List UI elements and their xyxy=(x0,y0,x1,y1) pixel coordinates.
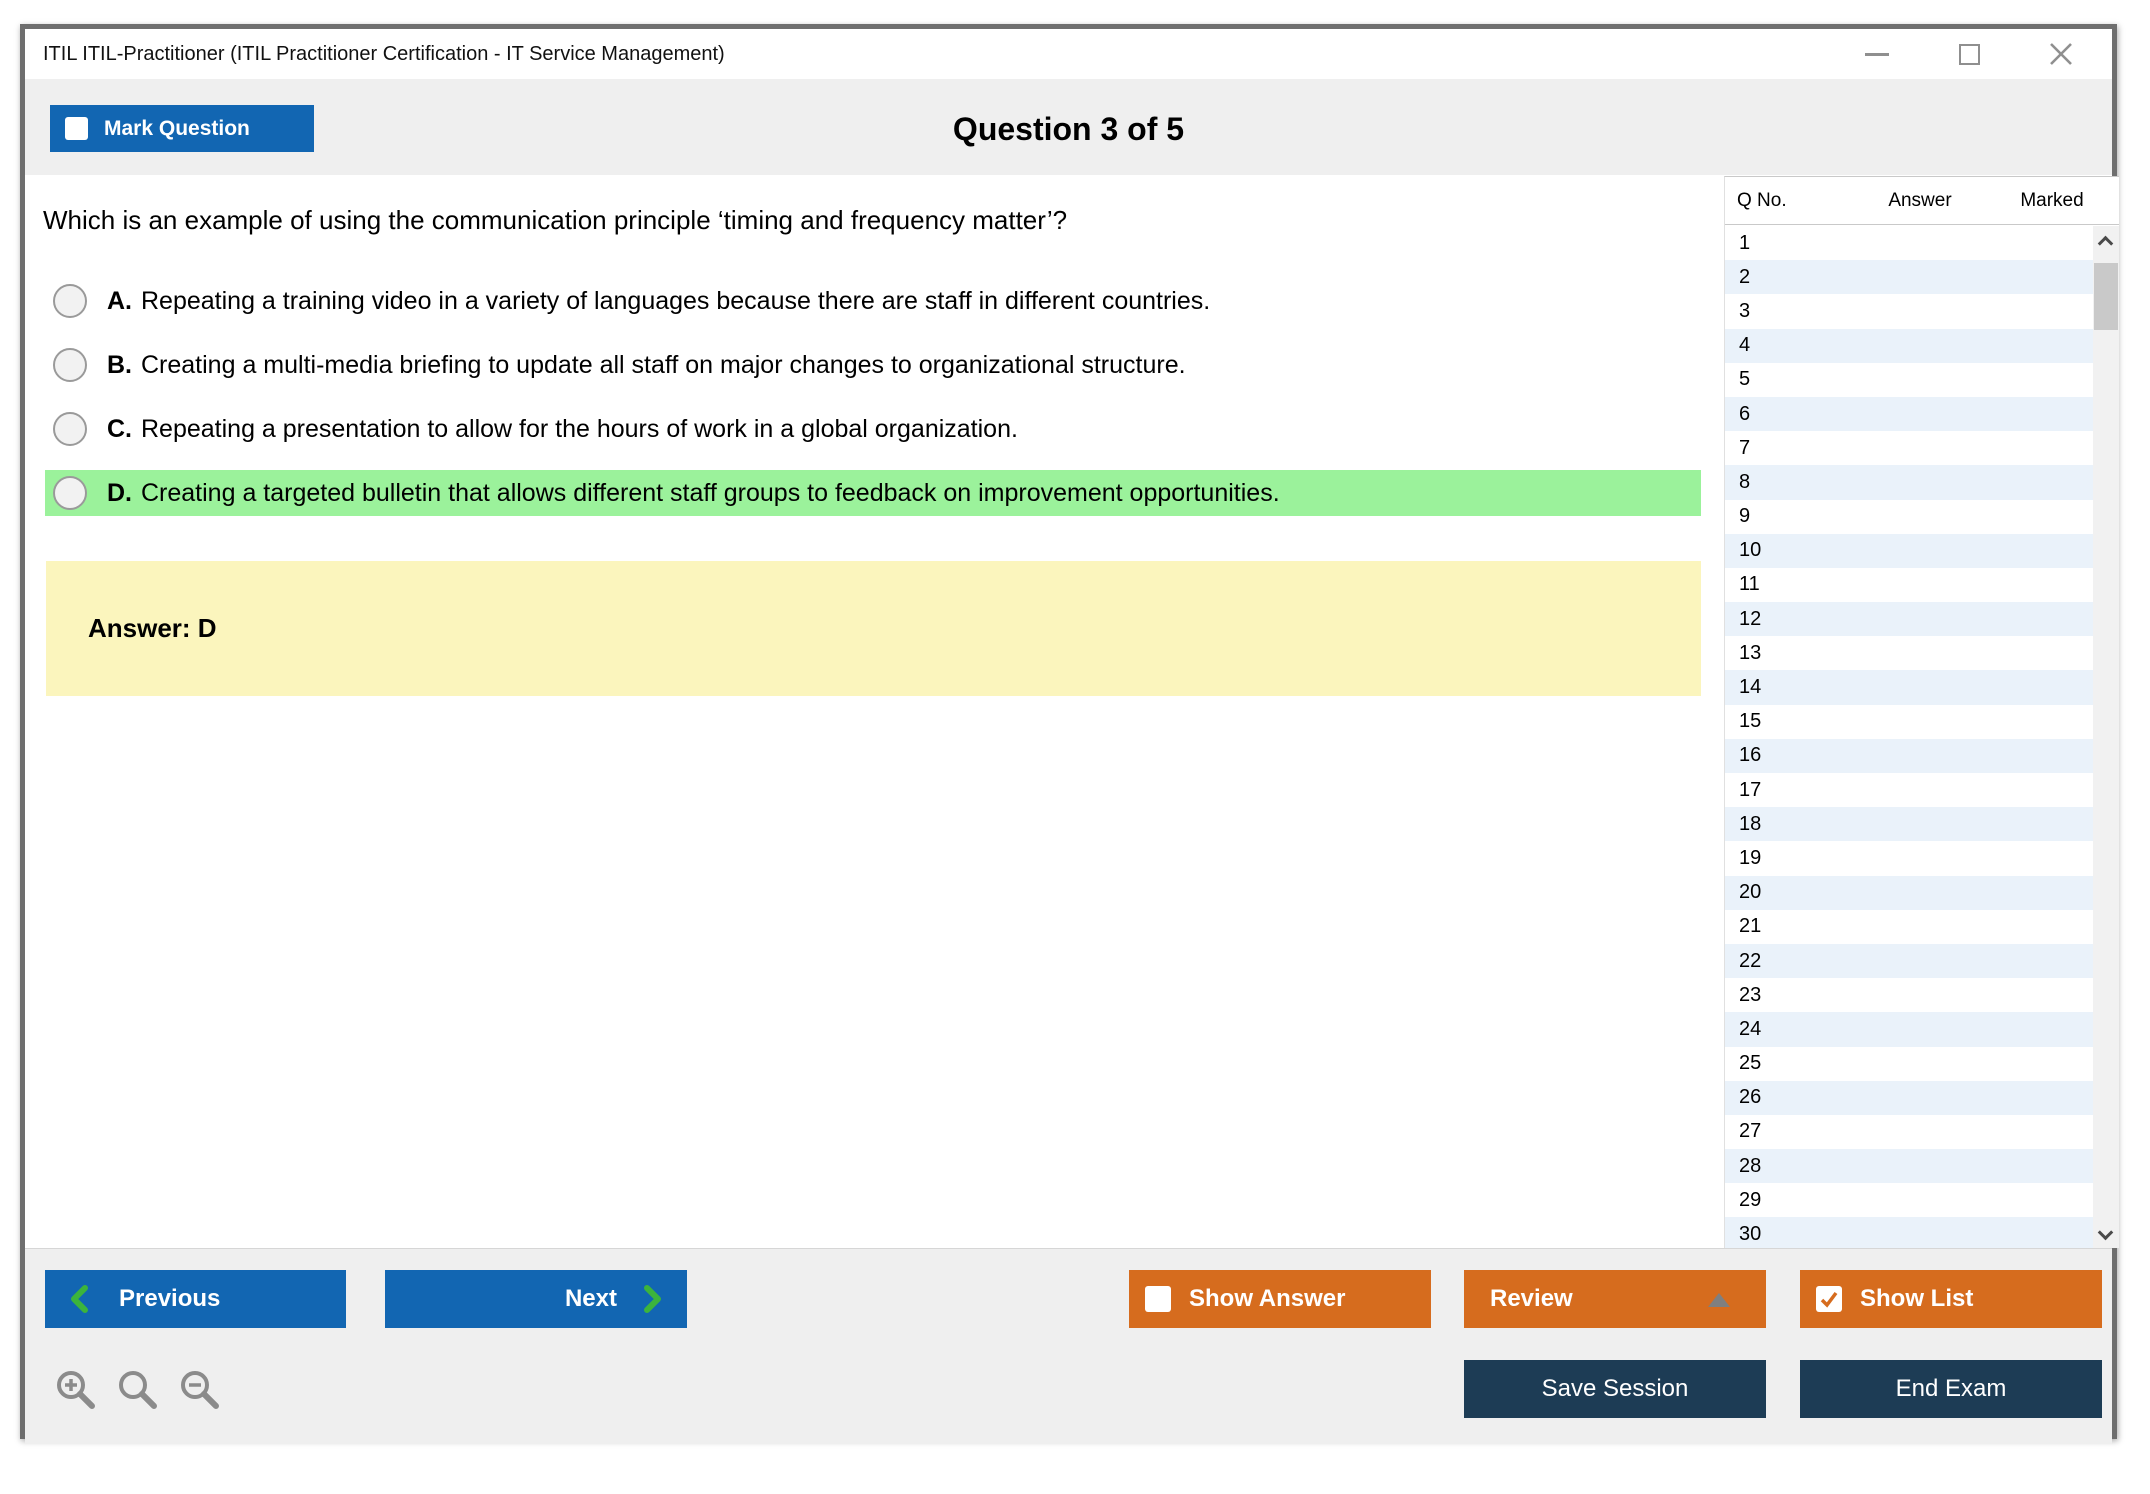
window-controls xyxy=(1860,29,2078,79)
options-list xyxy=(45,278,1701,534)
question-list-row[interactable] xyxy=(1725,807,2093,841)
show-answer-checkbox[interactable] xyxy=(1145,1286,1171,1312)
row-qno: 23 xyxy=(1739,983,1762,1006)
question-list-row[interactable] xyxy=(1725,910,2093,944)
option-text: Repeating a training video in a variety of languages because there are staff in different countries. xyxy=(141,286,1211,315)
chevron-right-icon xyxy=(643,1284,663,1314)
answer-option[interactable] xyxy=(45,406,1701,452)
mark-question-label: Mark Question xyxy=(104,116,250,140)
question-list-row[interactable] xyxy=(1725,568,2093,602)
window-title: ITIL ITIL-Practitioner (ITIL Practitioner Certification - IT Service Management) xyxy=(43,43,725,65)
next-label: Next xyxy=(564,1285,617,1312)
row-qno: 24 xyxy=(1739,1017,1762,1040)
question-list-body xyxy=(1725,226,2093,1248)
row-qno: 20 xyxy=(1739,881,1762,904)
question-list-row[interactable] xyxy=(1725,1047,2093,1081)
row-qno: 15 xyxy=(1739,710,1762,733)
end-exam-label: End Exam xyxy=(1895,1375,2007,1402)
row-qno: 29 xyxy=(1739,1188,1762,1211)
question-text: Which is an example of using the communication principle ‘timing and frequency matter’? xyxy=(43,205,1068,235)
row-qno: 26 xyxy=(1739,1086,1762,1109)
question-list-row[interactable] xyxy=(1725,876,2093,910)
zoom-out-icon[interactable] xyxy=(177,1367,225,1415)
answer-label: Answer: D xyxy=(88,613,217,643)
radio-button-icon[interactable] xyxy=(53,412,87,446)
minimize-icon xyxy=(1865,53,1889,56)
option-text: Creating a multi-media briefing to update all staff on major changes to organizational structure. xyxy=(141,350,1186,379)
row-qno: 7 xyxy=(1739,436,1751,459)
review-button[interactable] xyxy=(1464,1270,1766,1328)
question-list-row[interactable] xyxy=(1725,1217,2093,1248)
question-list-row[interactable] xyxy=(1725,739,2093,773)
maximize-icon xyxy=(1959,44,1980,65)
option-letter: D. xyxy=(107,478,132,507)
title-bar xyxy=(25,29,2112,79)
answer-option[interactable] xyxy=(45,278,1701,324)
answer-box xyxy=(46,561,1701,696)
row-qno: 6 xyxy=(1739,402,1751,425)
next-button[interactable] xyxy=(385,1270,687,1328)
previous-label: Previous xyxy=(119,1285,221,1312)
exam-window xyxy=(20,24,2117,1439)
radio-button-icon[interactable] xyxy=(53,476,87,510)
minimize-button[interactable] xyxy=(1860,37,1894,71)
row-qno: 3 xyxy=(1739,299,1751,322)
scroll-down-icon[interactable] xyxy=(2098,1225,2114,1241)
option-letter: A. xyxy=(107,286,132,315)
question-list-row[interactable] xyxy=(1725,944,2093,978)
question-list-row[interactable] xyxy=(1725,1012,2093,1046)
maximize-button[interactable] xyxy=(1952,37,1986,71)
row-qno: 17 xyxy=(1739,778,1762,801)
row-qno: 28 xyxy=(1739,1154,1762,1177)
scrollbar-thumb[interactable] xyxy=(2094,263,2118,330)
question-list-row[interactable] xyxy=(1725,841,2093,875)
question-list-row[interactable] xyxy=(1725,260,2093,294)
show-list-button[interactable] xyxy=(1800,1270,2102,1328)
radio-button-icon[interactable] xyxy=(53,348,87,382)
save-session-label: Save Session xyxy=(1541,1375,1689,1402)
row-qno: 4 xyxy=(1739,334,1751,357)
row-qno: 11 xyxy=(1739,573,1760,596)
question-list-row[interactable] xyxy=(1725,602,2093,636)
question-list-row[interactable] xyxy=(1725,1183,2093,1217)
question-list-row[interactable] xyxy=(1725,397,2093,431)
scrollbar[interactable] xyxy=(2093,226,2119,1248)
answer-option[interactable] xyxy=(45,470,1701,516)
row-qno: 21 xyxy=(1739,915,1762,938)
row-qno: 2 xyxy=(1739,265,1751,288)
option-letter: C. xyxy=(107,414,132,443)
question-list-row[interactable] xyxy=(1725,226,2093,260)
answer-option[interactable] xyxy=(45,342,1701,388)
show-list-label: Show List xyxy=(1860,1285,1974,1312)
column-marked: Marked xyxy=(2020,189,2084,211)
question-list-row[interactable] xyxy=(1725,1081,2093,1115)
column-qno: Q No. xyxy=(1737,189,1787,211)
question-list-row[interactable] xyxy=(1725,294,2093,328)
question-list-row[interactable] xyxy=(1725,636,2093,670)
question-list-row[interactable] xyxy=(1725,363,2093,397)
scroll-up-icon[interactable] xyxy=(2098,236,2114,252)
row-qno: 9 xyxy=(1739,505,1751,528)
row-qno: 22 xyxy=(1739,949,1762,972)
question-list-header xyxy=(1725,177,2119,225)
row-qno: 10 xyxy=(1739,539,1762,562)
footer-bar xyxy=(25,1248,2112,1444)
row-qno: 19 xyxy=(1739,846,1762,869)
question-list-row[interactable] xyxy=(1725,773,2093,807)
row-qno: 18 xyxy=(1739,812,1762,835)
row-qno: 1 xyxy=(1739,231,1751,254)
option-letter: B. xyxy=(107,350,132,379)
question-list-row[interactable] xyxy=(1725,500,2093,534)
question-list-row[interactable] xyxy=(1725,534,2093,568)
row-qno: 13 xyxy=(1739,641,1762,664)
show-answer-button[interactable] xyxy=(1129,1270,1431,1328)
option-text: Repeating a presentation to allow for the hours of work in a global organization. xyxy=(141,414,1018,443)
zoom-in-icon[interactable] xyxy=(53,1367,101,1415)
option-text: Creating a targeted bulletin that allows different staff groups to feedback on improvement opportunities. xyxy=(141,478,1280,507)
row-qno: 16 xyxy=(1739,744,1762,767)
close-button[interactable] xyxy=(2044,37,2078,71)
row-qno: 8 xyxy=(1739,470,1751,493)
chevron-left-icon xyxy=(69,1284,89,1314)
question-list-panel xyxy=(1724,176,2119,1248)
question-list-row[interactable] xyxy=(1725,465,2093,499)
row-qno: 27 xyxy=(1739,1120,1762,1143)
question-list-row[interactable] xyxy=(1725,1149,2093,1183)
row-qno: 5 xyxy=(1739,368,1751,391)
show-list-checkbox[interactable] xyxy=(1816,1286,1842,1312)
triangle-up-icon xyxy=(1708,1293,1730,1307)
column-answer: Answer xyxy=(1888,189,1952,211)
save-session-button[interactable] xyxy=(1464,1360,1766,1418)
row-qno: 14 xyxy=(1739,676,1762,699)
question-list-row[interactable] xyxy=(1725,705,2093,739)
search-icon[interactable] xyxy=(115,1367,163,1415)
row-qno: 25 xyxy=(1739,1052,1762,1075)
radio-button-icon[interactable] xyxy=(53,284,87,318)
question-list-row[interactable] xyxy=(1725,329,2093,363)
show-answer-label: Show Answer xyxy=(1189,1285,1346,1312)
question-counter: Question 3 of 5 xyxy=(952,111,1185,147)
check-icon xyxy=(1819,1289,1839,1309)
close-icon xyxy=(2048,41,2074,67)
review-label: Review xyxy=(1490,1285,1573,1312)
question-list-row[interactable] xyxy=(1725,431,2093,465)
row-qno: 30 xyxy=(1739,1223,1762,1246)
end-exam-button[interactable] xyxy=(1800,1360,2102,1418)
question-list-row[interactable] xyxy=(1725,670,2093,704)
zoom-toolbar xyxy=(53,1367,225,1415)
row-qno: 12 xyxy=(1739,607,1762,630)
question-list-row[interactable] xyxy=(1725,978,2093,1012)
previous-button[interactable] xyxy=(45,1270,346,1328)
question-list-row[interactable] xyxy=(1725,1115,2093,1149)
